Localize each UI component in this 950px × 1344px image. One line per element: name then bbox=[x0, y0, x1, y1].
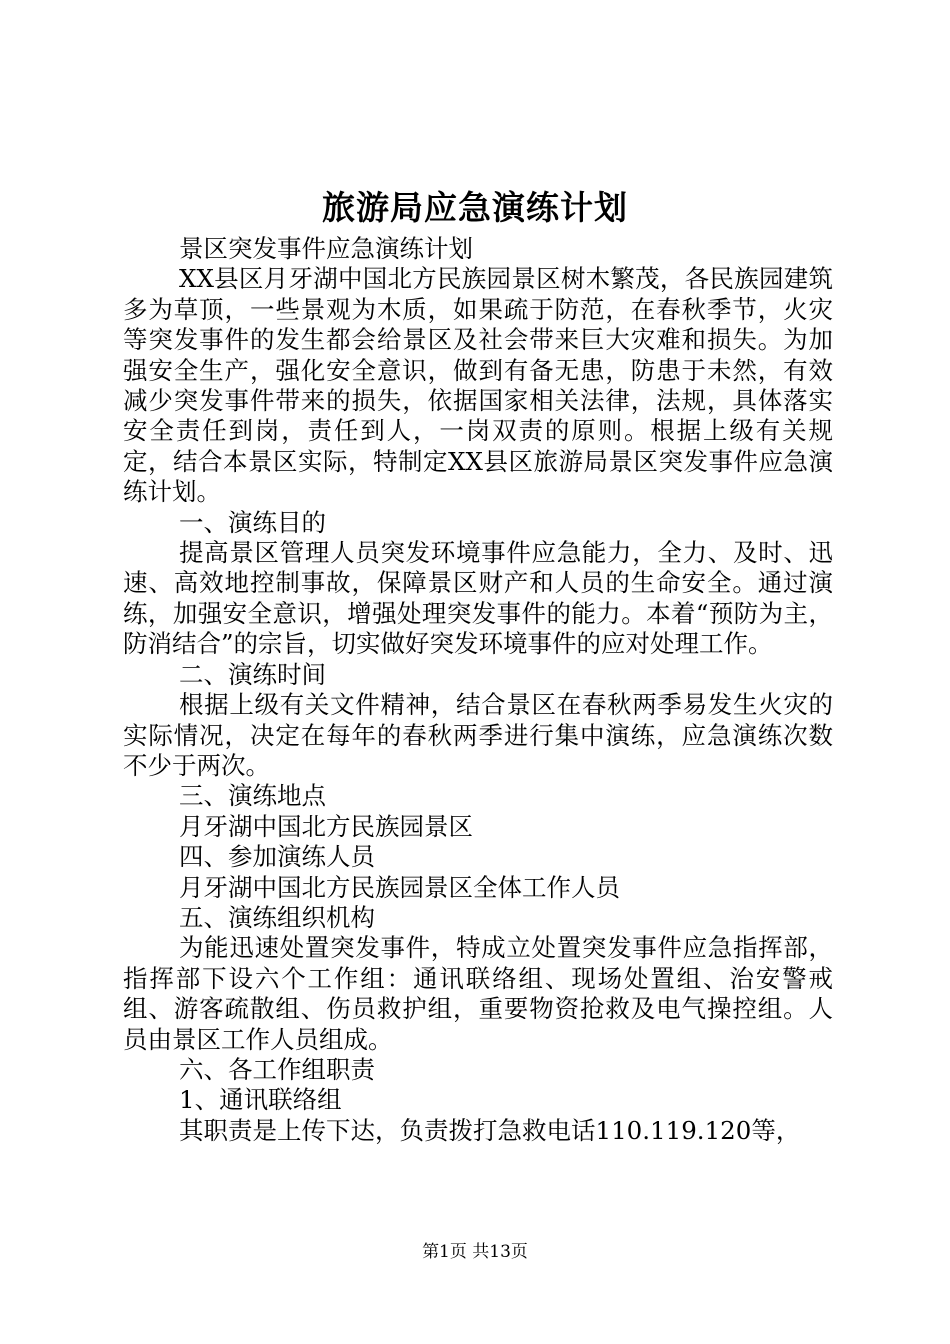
section-heading: 五、演练组织机构 bbox=[179, 902, 375, 932]
document-title: 旅游局应急演练计划 bbox=[322, 188, 628, 227]
paragraph: 月牙湖中国北方民族园景区 bbox=[179, 811, 473, 841]
section-heading: 三、演练地点 bbox=[179, 781, 326, 811]
section-heading: 六、各工作组职责 bbox=[179, 1054, 375, 1084]
paragraph: 月牙湖中国北方民族园景区全体工作人员 bbox=[179, 872, 620, 902]
paragraph: 其职责是上传下达，负责拨打急救电话110.119.120等， bbox=[179, 1115, 801, 1145]
section-heading: 二、演练时间 bbox=[179, 659, 326, 689]
sub-heading: 1、通讯联络组 bbox=[179, 1085, 342, 1115]
document-body bbox=[123, 234, 833, 1146]
paragraph: 根据上级有关文件精神，结合景区在春秋两季易发生火灾的实际情况，决定在每年的春秋两季进行集中演练，应急演练次数不少于两次。 bbox=[123, 690, 833, 780]
paragraph: 景区突发事件应急演练计划 bbox=[179, 234, 473, 263]
paragraph: XX县区月牙湖中国北方民族园景区树木繁茂，各民族园建筑多为草顶，一些景观为木质，如果疏于防范，在春秋季节，火灾等突发事件的发生都会给景区及社会带来巨大灾难和损失。为加强安全生产，强化安全意识，做到有备无患，防患于未然，有效减少突发事件带来的损失，依据国家相关法律，法规，具体落实安全责任到岗，责任到人，一岗双责的原则。根据上级有关规定，结合本景区实际，特制定XX县区旅游局景区突发事件应急演练计划。 bbox=[123, 264, 833, 507]
paragraph: 提高景区管理人员突发环境事件应急能力，全力、及时、迅速、高效地控制事故，保障景区财产和人员的生命安全。通过演练，加强安全意识，增强处理突发事件的能力。本着“预防为主，防消结合”的宗旨，切实做好突发环境事件的应对处理工作。 bbox=[123, 538, 833, 659]
page-footer: 第1页 共13页 bbox=[422, 1242, 528, 1262]
paragraph: 为能迅速处置突发事件，特成立处置突发事件应急指挥部，指挥部下设六个工作组：通讯联络组、现场处置组、治安警戒组、游客疏散组、伤员救护组，重要物资抢救及电气操控组。人员由景区工作人员组成。 bbox=[123, 933, 833, 1054]
section-heading: 四、参加演练人员 bbox=[179, 842, 375, 872]
section-heading: 一、演练目的 bbox=[179, 507, 326, 537]
